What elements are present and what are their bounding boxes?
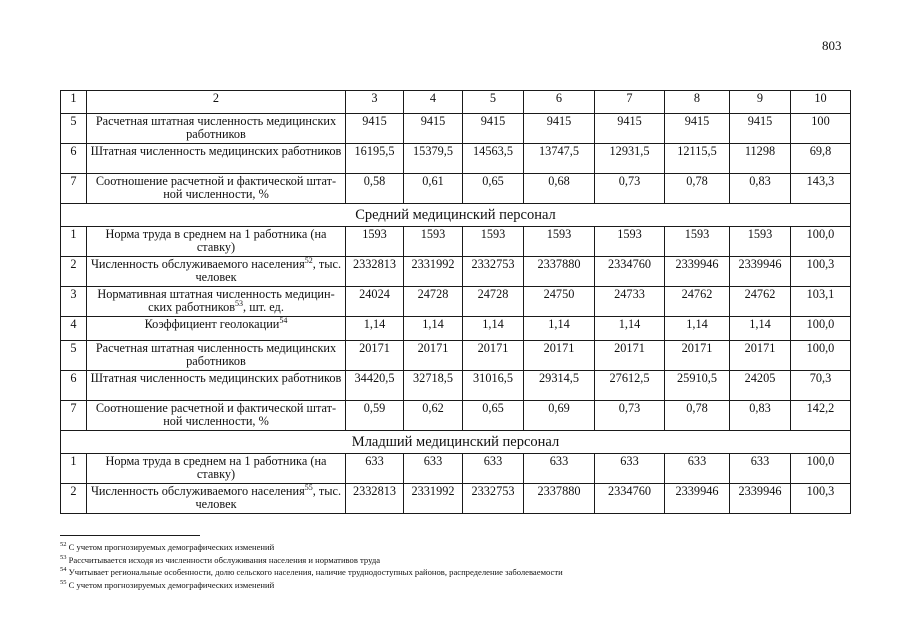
table-row [61, 454, 851, 484]
table-row [61, 257, 851, 287]
footnote-number: 55 [60, 578, 67, 586]
value-cell: 1593 [665, 227, 730, 257]
value-cell: 0,61 [404, 174, 463, 204]
row-label-suffix: , тыс. человек [195, 484, 342, 511]
value-cell: 2332813 [346, 484, 404, 514]
data-table [60, 90, 851, 514]
value-cell: 24762 [730, 287, 791, 317]
row-label-text: Численность обслуживаемого населения [90, 257, 305, 271]
value-cell: 1593 [463, 227, 524, 257]
row-number: 3 [61, 287, 87, 317]
value-cell: 24750 [524, 287, 595, 317]
value-cell: 100,3 [791, 257, 851, 287]
row-label-text: Штатная численность медицинских работников [90, 371, 342, 385]
value-cell: 2334760 [595, 484, 665, 514]
footnote-ref: 54 [279, 316, 288, 325]
value-cell: 25910,5 [665, 371, 730, 401]
footnote-number: 53 [60, 553, 67, 561]
header-cell: 7 [595, 91, 665, 114]
value-cell: 20171 [524, 341, 595, 371]
value-cell: 24733 [595, 287, 665, 317]
value-cell: 12115,5 [665, 144, 730, 174]
value-cell: 34420,5 [346, 371, 404, 401]
value-cell: 20171 [346, 341, 404, 371]
header-cell: 10 [791, 91, 851, 114]
value-cell: 24024 [346, 287, 404, 317]
footnote-ref: 55 [304, 483, 313, 492]
row-label [87, 317, 346, 341]
header-cell: 3 [346, 91, 404, 114]
value-cell: 0,73 [595, 174, 665, 204]
value-cell: 70,3 [791, 371, 851, 401]
value-cell: 12931,5 [595, 144, 665, 174]
value-cell: 15379,5 [404, 144, 463, 174]
header-cell: 4 [404, 91, 463, 114]
value-cell: 2332753 [463, 484, 524, 514]
row-number: 5 [61, 114, 87, 144]
value-cell: 1,14 [665, 317, 730, 341]
value-cell: 9415 [404, 114, 463, 144]
footnote-number: 54 [60, 566, 67, 574]
value-cell: 24762 [665, 287, 730, 317]
value-cell: 633 [524, 454, 595, 484]
row-label-text: Норма труда в среднем на 1 работника (на ставку) [105, 454, 327, 481]
value-cell: 0,58 [346, 174, 404, 204]
row-label-suffix: , шт. ед. [243, 300, 284, 314]
value-cell: 24728 [404, 287, 463, 317]
value-cell: 1,14 [346, 317, 404, 341]
value-cell: 633 [595, 454, 665, 484]
value-cell: 1,14 [524, 317, 595, 341]
value-cell: 1,14 [595, 317, 665, 341]
value-cell: 633 [730, 454, 791, 484]
value-cell: 1593 [346, 227, 404, 257]
row-label [87, 144, 346, 174]
value-cell: 20171 [463, 341, 524, 371]
value-cell: 0,59 [346, 401, 404, 431]
value-cell: 0,68 [524, 174, 595, 204]
value-cell: 100,0 [791, 317, 851, 341]
footnote-separator [60, 535, 200, 536]
row-number: 2 [61, 257, 87, 287]
row-label-text: Численность обслуживаемого населения [90, 484, 305, 498]
section-title: Младший медицинский персонал [61, 431, 851, 454]
value-cell: 9415 [346, 114, 404, 144]
value-cell: 1,14 [463, 317, 524, 341]
row-number: 4 [61, 317, 87, 341]
section-header-row [61, 431, 851, 454]
row-label [87, 257, 346, 287]
header-cell: 8 [665, 91, 730, 114]
table-row [61, 114, 851, 144]
value-cell: 142,2 [791, 401, 851, 431]
row-number: 6 [61, 144, 87, 174]
row-label [87, 401, 346, 431]
value-cell: 2339946 [730, 257, 791, 287]
header-cell: 2 [87, 91, 346, 114]
header-row [61, 91, 851, 114]
value-cell: 0,69 [524, 401, 595, 431]
row-number: 5 [61, 341, 87, 371]
value-cell: 100 [791, 114, 851, 144]
value-cell: 9415 [595, 114, 665, 144]
row-label [87, 227, 346, 257]
value-cell: 0,78 [665, 401, 730, 431]
value-cell: 20171 [404, 341, 463, 371]
value-cell: 16195,5 [346, 144, 404, 174]
value-cell: 100,0 [791, 227, 851, 257]
footnote-text: Рассчитывается исходя из численности обслуживания населения и нормативов труда [68, 554, 381, 565]
table-body [61, 91, 851, 514]
table-row [61, 341, 851, 371]
value-cell: 100,3 [791, 484, 851, 514]
value-cell: 20171 [730, 341, 791, 371]
row-label-text: Соотношение расчетной и фактической штат-ной численности, % [95, 401, 337, 428]
row-label [87, 371, 346, 401]
row-label [87, 484, 346, 514]
footnote [60, 566, 820, 579]
header-cell: 5 [463, 91, 524, 114]
value-cell: 2331992 [404, 257, 463, 287]
table-row [61, 317, 851, 341]
row-label-suffix: , тыс. человек [195, 257, 342, 284]
row-label-text: Штатная численность медицинских работников [90, 144, 342, 158]
value-cell: 1,14 [404, 317, 463, 341]
table-row [61, 371, 851, 401]
value-cell: 27612,5 [595, 371, 665, 401]
value-cell: 103,1 [791, 287, 851, 317]
row-number: 1 [61, 454, 87, 484]
table-row [61, 484, 851, 514]
value-cell: 633 [463, 454, 524, 484]
value-cell: 0,78 [665, 174, 730, 204]
footnote-ref: 53 [235, 298, 244, 308]
value-cell: 2337880 [524, 257, 595, 287]
value-cell: 0,73 [595, 401, 665, 431]
row-label-text: Расчетная штатная численность медицинских работников [95, 114, 337, 141]
value-cell: 0,65 [463, 401, 524, 431]
value-cell: 1593 [524, 227, 595, 257]
value-cell: 31016,5 [463, 371, 524, 401]
value-cell: 2331992 [404, 484, 463, 514]
value-cell: 24205 [730, 371, 791, 401]
value-cell: 2332753 [463, 257, 524, 287]
row-number: 7 [61, 401, 87, 431]
value-cell: 20171 [595, 341, 665, 371]
value-cell: 0,65 [463, 174, 524, 204]
row-label [87, 454, 346, 484]
section-title: Средний медицинский персонал [61, 204, 851, 227]
row-label [87, 341, 346, 371]
value-cell: 14563,5 [463, 144, 524, 174]
table-row [61, 401, 851, 431]
footnote-text: С учетом прогнозируемых демографических изменений [68, 542, 275, 552]
header-cell: 1 [61, 91, 87, 114]
value-cell: 633 [665, 454, 730, 484]
value-cell: 100,0 [791, 341, 851, 371]
footnote-text: Учитывает региональные особенности, долю сельского населения, наличие труднодоступных районов, распределение заболеваемости [68, 567, 563, 578]
value-cell: 13747,5 [524, 144, 595, 174]
footnote [60, 554, 820, 567]
row-label [87, 287, 346, 317]
row-number: 2 [61, 484, 87, 514]
value-cell: 29314,5 [524, 371, 595, 401]
row-label-text: Норма труда в среднем на 1 работника (на ставку) [105, 227, 327, 254]
row-label-text: Нормативная штатная численность медицин-ских работников [97, 287, 335, 314]
value-cell: 11298 [730, 144, 791, 174]
table-row [61, 144, 851, 174]
value-cell: 9415 [730, 114, 791, 144]
value-cell: 24728 [463, 287, 524, 317]
row-label-text: Соотношение расчетной и фактической штат-ной численности, % [95, 174, 337, 201]
footnote-ref: 52 [304, 256, 313, 265]
footnote [60, 579, 820, 592]
row-label [87, 114, 346, 144]
value-cell: 1593 [595, 227, 665, 257]
section-header-row [61, 204, 851, 227]
value-cell: 143,3 [791, 174, 851, 204]
value-cell: 9415 [665, 114, 730, 144]
table-row [61, 287, 851, 317]
value-cell: 69,8 [791, 144, 851, 174]
row-label [87, 174, 346, 204]
value-cell: 9415 [524, 114, 595, 144]
value-cell: 2337880 [524, 484, 595, 514]
value-cell: 2339946 [730, 484, 791, 514]
row-label-text: Коэффициент геолокации [144, 317, 280, 331]
header-cell: 6 [524, 91, 595, 114]
value-cell: 1593 [404, 227, 463, 257]
value-cell: 20171 [665, 341, 730, 371]
row-number: 7 [61, 174, 87, 204]
header-cell: 9 [730, 91, 791, 114]
value-cell: 633 [346, 454, 404, 484]
row-number: 1 [61, 227, 87, 257]
value-cell: 1593 [730, 227, 791, 257]
row-number: 6 [61, 371, 87, 401]
value-cell: 2334760 [595, 257, 665, 287]
table-row [61, 174, 851, 204]
value-cell: 32718,5 [404, 371, 463, 401]
footnote-text: С учетом прогнозируемых демографических изменений [68, 579, 275, 590]
value-cell: 1,14 [730, 317, 791, 341]
value-cell: 2339946 [665, 484, 730, 514]
row-label-text: Расчетная штатная численность медицинских работников [95, 341, 337, 368]
page-number: 803 [822, 38, 842, 53]
value-cell: 633 [404, 454, 463, 484]
value-cell: 0,83 [730, 174, 791, 204]
value-cell: 2339946 [665, 257, 730, 287]
footnote [60, 541, 820, 554]
value-cell: 9415 [463, 114, 524, 144]
value-cell: 2332813 [346, 257, 404, 287]
value-cell: 100,0 [791, 454, 851, 484]
value-cell: 0,62 [404, 401, 463, 431]
footnotes [60, 541, 820, 591]
footnote-number: 52 [60, 541, 67, 549]
value-cell: 0,83 [730, 401, 791, 431]
table-row [61, 227, 851, 257]
